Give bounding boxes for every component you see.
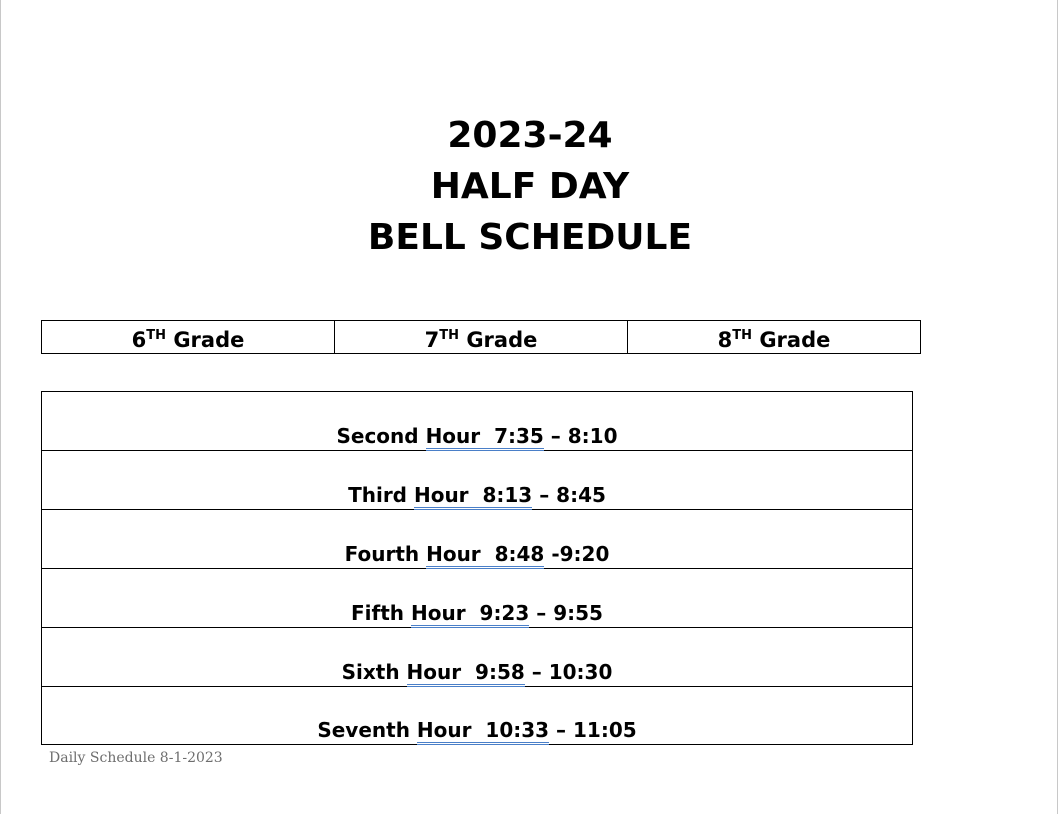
footer-text: Daily Schedule 8-1-2023	[49, 750, 223, 766]
hour-end: – 11:05	[556, 718, 637, 742]
hour-end: – 8:45	[539, 483, 606, 507]
grade-label: Grade	[466, 328, 538, 352]
hour-end: – 8:10	[550, 424, 618, 448]
hour-cell-sixth	[42, 628, 913, 687]
grade-cell-7	[335, 321, 628, 354]
hour-end: – 10:30	[531, 660, 613, 684]
hour-link[interactable]: Hour 7:35	[426, 424, 544, 451]
hour-link[interactable]: Hour 8:13	[414, 483, 532, 510]
hour-name: Third	[348, 483, 407, 507]
hour-name: Sixth	[341, 660, 400, 684]
grade-number: 6	[131, 328, 147, 352]
schedule-title	[1, 110, 1058, 263]
hour-cell-seventh	[42, 687, 913, 745]
grade-cell-6	[42, 321, 335, 354]
hour-link[interactable]: Hour 9:58	[407, 660, 525, 687]
title-year: 2023-24	[447, 115, 613, 156]
grade-number: 8	[717, 328, 733, 352]
hour-cell-second	[42, 392, 913, 451]
hour-end: – 9:55	[536, 601, 603, 625]
grade-suffix: TH	[439, 328, 459, 343]
grade-label: Grade	[173, 328, 245, 352]
table-row	[42, 451, 913, 510]
hour-name: Second	[336, 424, 419, 448]
hour-end: -9:20	[551, 542, 610, 566]
hour-link[interactable]: Hour 8:48	[426, 542, 544, 569]
hour-name: Fifth	[351, 601, 405, 625]
title-half-day: HALF DAY	[430, 166, 630, 207]
hour-cell-third	[42, 451, 913, 510]
grade-suffix: TH	[146, 328, 166, 343]
table-row	[42, 510, 913, 569]
grade-header-table	[41, 320, 921, 354]
hours-table	[41, 391, 913, 745]
title-bell-schedule: BELL SCHEDULE	[367, 217, 693, 258]
grade-cell-8	[628, 321, 921, 354]
grade-suffix: TH	[732, 328, 752, 343]
grade-number: 7	[424, 328, 440, 352]
grade-row	[42, 321, 921, 354]
hour-cell-fourth	[42, 510, 913, 569]
hour-name: Fourth	[344, 542, 420, 566]
hour-cell-fifth	[42, 569, 913, 628]
grade-label: Grade	[759, 328, 831, 352]
table-row	[42, 392, 913, 451]
table-row	[42, 569, 913, 628]
table-row	[42, 628, 913, 687]
table-row	[42, 687, 913, 745]
hour-link[interactable]: Hour 9:23	[411, 601, 529, 628]
hour-link[interactable]: Hour 10:33	[417, 718, 549, 745]
hour-name: Seventh	[317, 718, 410, 742]
